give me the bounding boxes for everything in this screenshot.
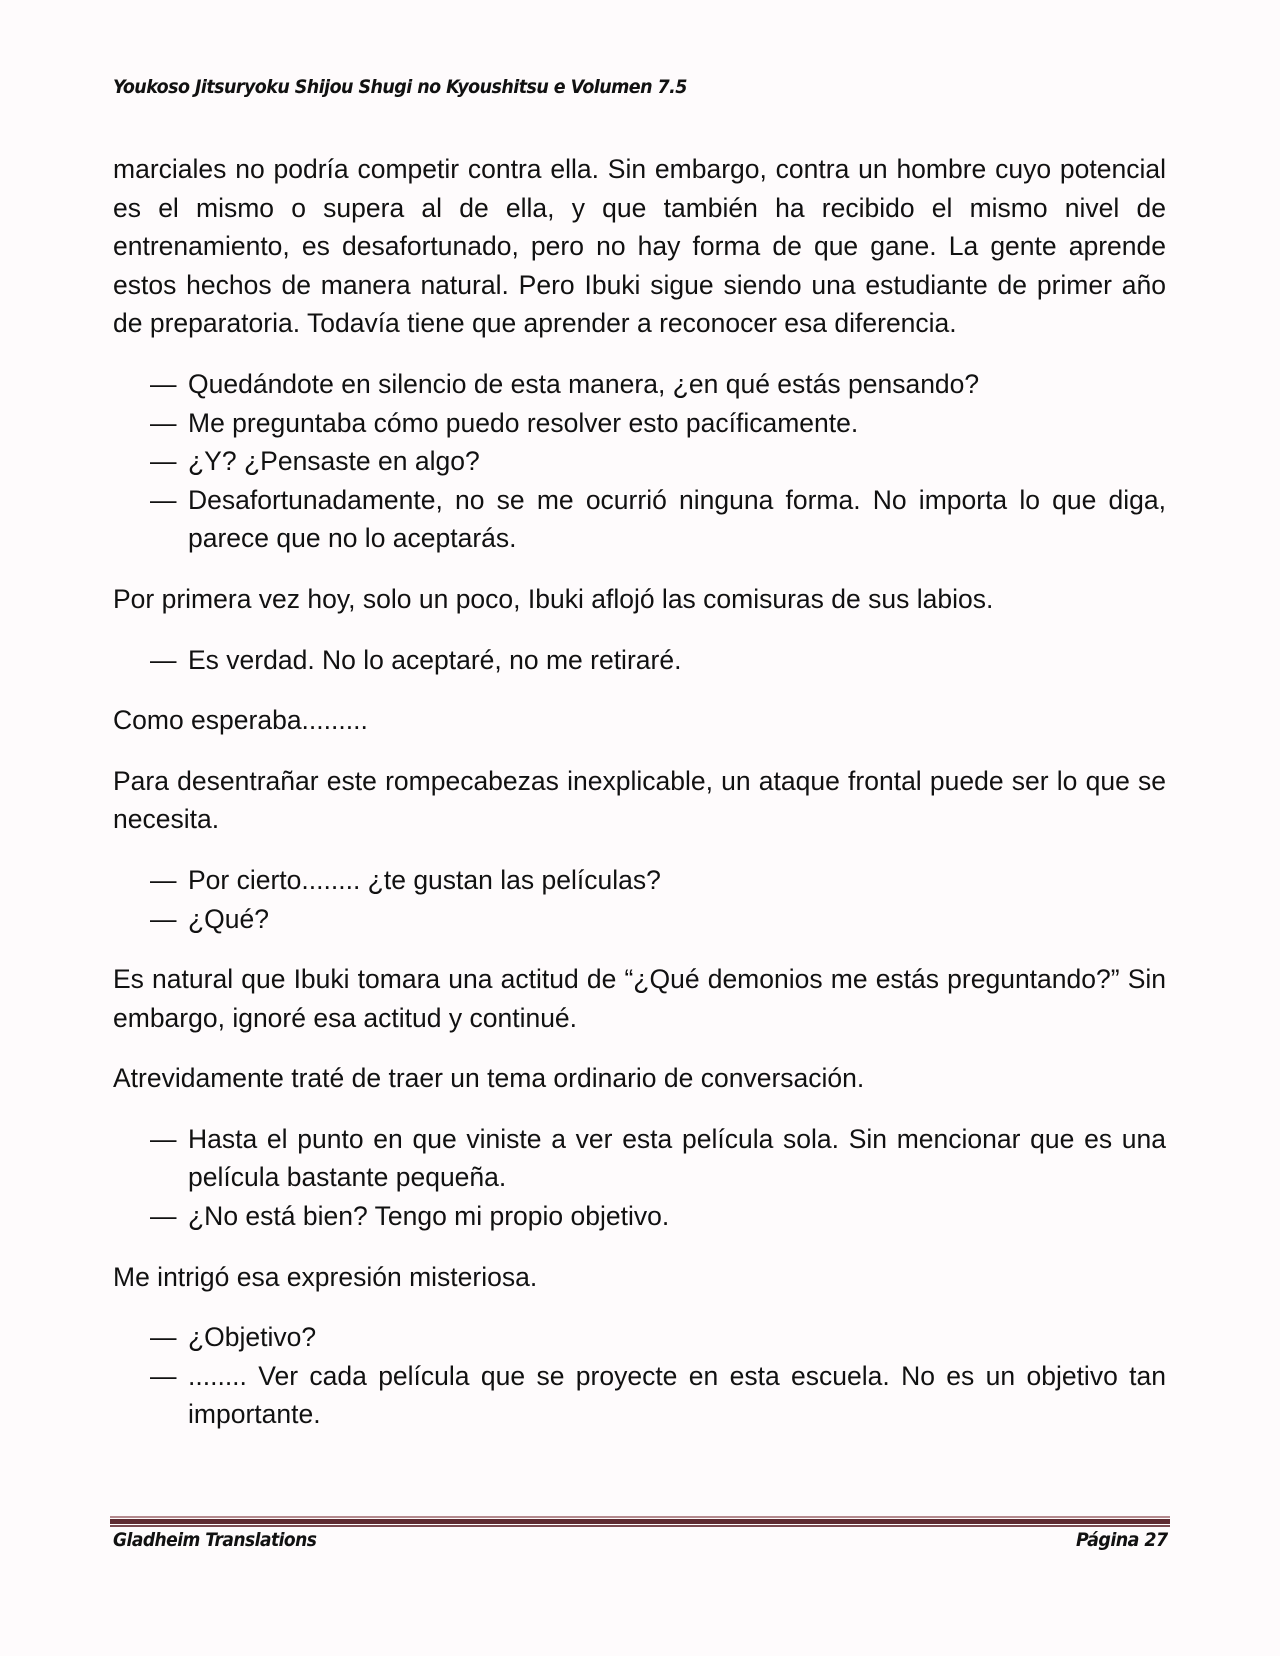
- footer-rule-thin-top: [110, 1516, 1170, 1518]
- dialogue-line: [150, 1120, 1166, 1197]
- em-dash: —: [150, 1201, 177, 1232]
- em-dash: —: [150, 484, 177, 515]
- dialogue-text: ¿Qué?: [188, 903, 270, 934]
- dialogue-block: [113, 365, 1166, 558]
- em-dash: —: [150, 1123, 177, 1154]
- dialogue-block: [113, 861, 1166, 938]
- dialogue-line: [150, 1357, 1166, 1434]
- paragraph: Como esperaba.........: [113, 705, 368, 736]
- dialogue-text: Por cierto........ ¿te gustan las películas?: [188, 864, 661, 895]
- dialogue-line: [150, 404, 1166, 443]
- paragraph: marciales no podría competir contra ella. Sin embargo, contra un hombre cuyo potencial es el mismo o supera al de ella, y que también ha recibido el mismo nivel de entrenamiento, es desafortunado, pero no hay forma de que gane. La gente aprende estos hechos de manera natural. Pero Ibuki sigue siendo una estudiante de primer año de preparatoria. Todavía tiene que aprender a reconocer esa diferencia.: [113, 154, 1166, 339]
- em-dash: —: [150, 407, 177, 438]
- footer-rule-thick: [110, 1519, 1170, 1524]
- dialogue-line: [150, 365, 1166, 404]
- dialogue-text: ........ Ver cada película que se proyecte en esta escuela. No es un objetivo tan importante.: [188, 1360, 1166, 1430]
- dialogue-line: [150, 442, 1166, 481]
- em-dash: —: [150, 644, 177, 675]
- dialogue-block: [113, 1120, 1166, 1236]
- dialogue-line: [150, 641, 1166, 680]
- dialogue-text: Es verdad. No lo aceptaré, no me retiraré.: [188, 644, 682, 675]
- em-dash: —: [150, 1322, 177, 1353]
- footer-rule: [110, 1516, 1170, 1527]
- dialogue-text: ¿No está bien? Tengo mi propio objetivo.: [188, 1201, 670, 1232]
- page-number: Página 27: [1076, 1529, 1168, 1551]
- paragraph: Me intrigó esa expresión misteriosa.: [113, 1261, 538, 1292]
- dialogue-line: [150, 900, 1166, 939]
- dialogue-text: Hasta el punto en que viniste a ver esta película sola. Sin mencionar que es una película bastante pequeña.: [188, 1123, 1166, 1193]
- footer-rule-thin-bottom: [110, 1525, 1170, 1527]
- dialogue-text: ¿Objetivo?: [188, 1322, 317, 1353]
- em-dash: —: [150, 1360, 177, 1391]
- dialogue-line: [150, 481, 1166, 558]
- em-dash: —: [150, 446, 177, 477]
- em-dash: —: [150, 864, 177, 895]
- dialogue-text: Me preguntaba cómo puedo resolver esto pacíficamente.: [188, 407, 859, 438]
- em-dash: —: [150, 368, 177, 399]
- dialogue-block: [113, 1318, 1166, 1434]
- paragraph: Por primera vez hoy, solo un poco, Ibuki aflojó las comisuras de sus labios.: [113, 583, 994, 614]
- dialogue-line: [150, 1318, 1166, 1357]
- dialogue-text: ¿Y? ¿Pensaste en algo?: [188, 446, 480, 477]
- dialogue-block: [113, 641, 1166, 680]
- running-header: Youkoso Jitsuryoku Shijou Shugi no Kyoushitsu e Volumen 7.5: [113, 76, 687, 98]
- em-dash: —: [150, 903, 177, 934]
- dialogue-line: [150, 861, 1166, 900]
- dialogue-text: Desafortunadamente, no se me ocurrió ninguna forma. No importa lo que diga, parece que no lo aceptarás.: [188, 484, 1166, 554]
- paragraph: Atrevidamente traté de traer un tema ordinario de conversación.: [113, 1063, 865, 1094]
- footer-credit: Gladheim Translations: [113, 1529, 317, 1551]
- paragraph: Es natural que Ibuki tomara una actitud de “¿Qué demonios me estás preguntando?” Sin embargo, ignoré esa actitud y continué.: [113, 964, 1166, 1033]
- dialogue-line: [150, 1197, 1166, 1236]
- paragraph: Para desentrañar este rompecabezas inexplicable, un ataque frontal puede ser lo que se necesita.: [113, 765, 1166, 835]
- dialogue-text: Quedándote en silencio de esta manera, ¿en qué estás pensando?: [188, 368, 980, 399]
- page-body: [113, 150, 1166, 1456]
